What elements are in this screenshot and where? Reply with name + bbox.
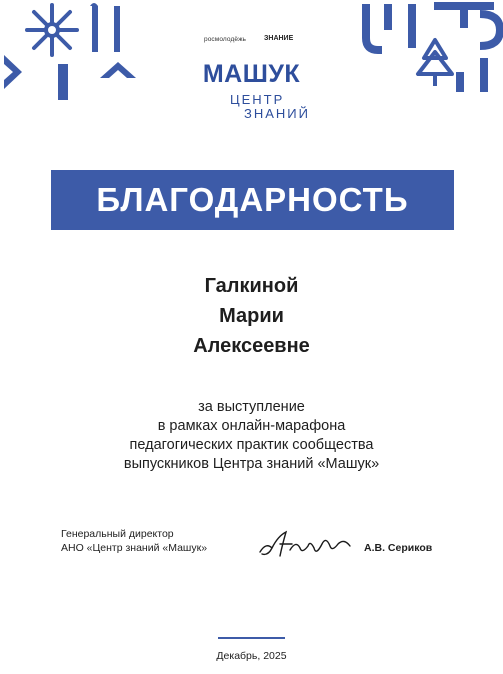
body-line: в рамках онлайн-марафона: [157, 418, 346, 434]
logo-subtitle-line1: ЦЕНТР: [230, 92, 285, 107]
partner-logo-rosmolodezh: росмолодёжь: [204, 36, 247, 43]
recipient-surname: Галкиной: [204, 275, 299, 297]
issue-date: Декабрь, 2025: [216, 650, 287, 662]
logo-subtitle-line2: ЗНАНИЙ: [244, 106, 310, 121]
body-line: выпускников Центра знаний «Машук»: [123, 456, 380, 472]
partner-logo-znanie: ЗНАНИЕ: [264, 35, 294, 42]
certificate-title: БЛАГОДАРНОСТЬ: [96, 181, 409, 218]
certificate-title-banner: [51, 170, 454, 230]
recipient-patronymic: Алексеевне: [193, 335, 310, 357]
signatory-position: Генеральный директор: [61, 528, 174, 540]
logo-title: МАШУК: [202, 60, 301, 88]
signatory-organization: АНО «Центр знаний «Машук»: [61, 542, 208, 554]
handwritten-signature: [256, 526, 360, 566]
body-line: педагогических практик сообщества: [129, 437, 374, 453]
footer-divider: [218, 637, 285, 639]
body-line: за выступление: [198, 399, 305, 415]
signatory-name: А.В. Сериков: [364, 542, 433, 554]
recipient-first-name: Марии: [219, 305, 284, 327]
partner-logos: [0, 36, 503, 50]
